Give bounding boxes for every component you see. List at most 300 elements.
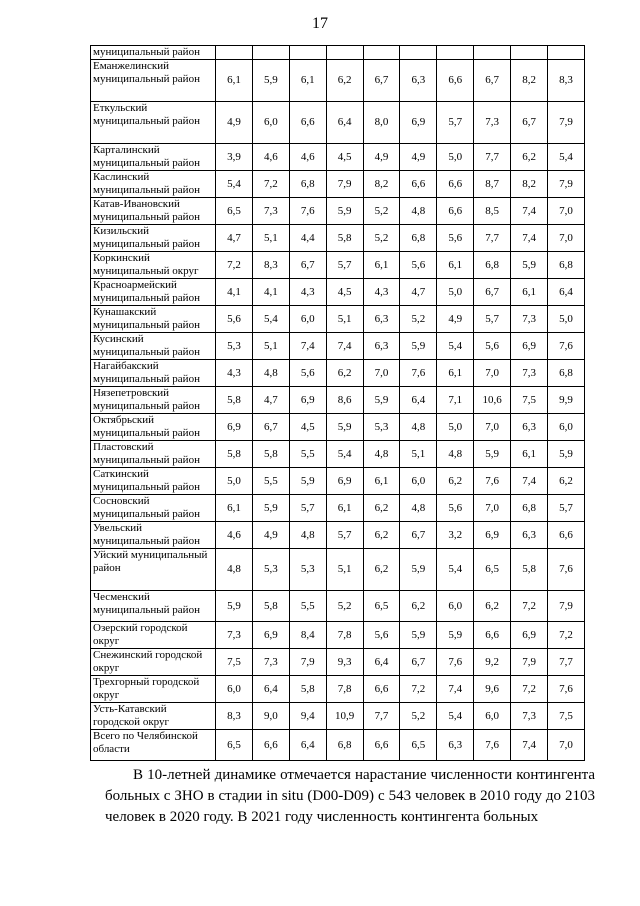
table-cell: 9,4: [289, 703, 326, 730]
table-cell: 6,4: [400, 387, 437, 414]
table-cell: 4,9: [252, 522, 289, 549]
district-name: Красноармейский муниципальный район: [91, 279, 216, 306]
table-cell: 6,7: [474, 60, 511, 102]
table-row: [91, 360, 585, 387]
table-cell: 5,2: [326, 591, 363, 622]
district-name: Карталинский муниципальный район: [91, 144, 216, 171]
table-cell: 5,1: [326, 306, 363, 333]
table-cell: 5,6: [400, 252, 437, 279]
district-name: Еманжелинский муниципальный район: [91, 60, 216, 102]
table-cell: 5,9: [363, 387, 400, 414]
table-cell: 6,5: [216, 198, 253, 225]
table-cell: 5,7: [289, 495, 326, 522]
table-cell: 7,4: [511, 730, 548, 761]
table-cell: 6,0: [548, 414, 585, 441]
district-name: Всего по Челябинской области: [91, 730, 216, 761]
table-cell: 6,3: [511, 414, 548, 441]
table-cell: 6,8: [289, 171, 326, 198]
table-cell: 7,0: [548, 730, 585, 761]
table-cell: 5,1: [252, 333, 289, 360]
district-name: Увельский муниципальный район: [91, 522, 216, 549]
table-cell: 5,8: [216, 387, 253, 414]
table-cell: 6,6: [252, 730, 289, 761]
district-name: Нязепетровский муниципальный район: [91, 387, 216, 414]
table-cell: 8,6: [326, 387, 363, 414]
table-cell: 7,5: [216, 649, 253, 676]
table-cell: 6,0: [289, 306, 326, 333]
table-row: [91, 198, 585, 225]
table-row: [91, 495, 585, 522]
table-cell: [474, 46, 511, 60]
table-cell: 7,4: [289, 333, 326, 360]
table-row: [91, 649, 585, 676]
table-cell: 6,8: [548, 252, 585, 279]
table-cell: 4,6: [289, 144, 326, 171]
table-cell: 5,9: [474, 441, 511, 468]
table-cell: 9,9: [548, 387, 585, 414]
table-cell: 4,3: [363, 279, 400, 306]
table-cell: 7,3: [216, 622, 253, 649]
district-name: Усть-Катавский городской округ: [91, 703, 216, 730]
table-cell: 5,1: [400, 441, 437, 468]
table-cell: 6,1: [326, 495, 363, 522]
table-cell: 6,0: [252, 102, 289, 144]
table-row: [91, 622, 585, 649]
table-cell: 6,7: [511, 102, 548, 144]
table-cell: 5,3: [216, 333, 253, 360]
table-cell: 6,3: [400, 60, 437, 102]
table-cell: 7,8: [326, 622, 363, 649]
table-cell: [216, 46, 253, 60]
table-row: [91, 171, 585, 198]
table-cell: 5,8: [326, 225, 363, 252]
table-cell: 4,3: [216, 360, 253, 387]
table-cell: 6,7: [400, 522, 437, 549]
table-cell: [511, 46, 548, 60]
table-cell: 7,3: [252, 198, 289, 225]
table-row: [91, 46, 585, 60]
table-cell: 4,6: [252, 144, 289, 171]
table-cell: 5,6: [437, 495, 474, 522]
table-cell: 7,5: [511, 387, 548, 414]
table-cell: 5,6: [289, 360, 326, 387]
table-cell: 6,0: [216, 676, 253, 703]
table-cell: 7,2: [511, 676, 548, 703]
table-cell: 7,2: [400, 676, 437, 703]
table-cell: 7,9: [548, 102, 585, 144]
table-cell: [363, 46, 400, 60]
table-row: [91, 306, 585, 333]
table-row: [91, 60, 585, 102]
table-cell: 7,7: [548, 649, 585, 676]
table-cell: 7,6: [474, 730, 511, 761]
table-cell: 9,0: [252, 703, 289, 730]
table-cell: 7,6: [548, 549, 585, 591]
table-cell: 6,0: [400, 468, 437, 495]
table-cell: 6,3: [363, 306, 400, 333]
table-cell: 5,3: [363, 414, 400, 441]
table-cell: 6,7: [474, 279, 511, 306]
table-cell: 6,4: [252, 676, 289, 703]
table-cell: 6,6: [437, 198, 474, 225]
table-cell: 6,1: [216, 495, 253, 522]
table-cell: 6,5: [400, 730, 437, 761]
district-name: Саткинский муниципальный район: [91, 468, 216, 495]
table-row: [91, 225, 585, 252]
table-cell: 7,4: [511, 225, 548, 252]
table-cell: 6,2: [548, 468, 585, 495]
table-cell: 5,5: [289, 591, 326, 622]
table-cell: 7,9: [289, 649, 326, 676]
table-cell: 6,6: [400, 171, 437, 198]
table-cell: 7,2: [548, 622, 585, 649]
table-cell: 8,4: [289, 622, 326, 649]
table-cell: 7,9: [511, 649, 548, 676]
table-cell: 4,9: [363, 144, 400, 171]
table-cell: 6,5: [363, 591, 400, 622]
table-cell: 8,3: [548, 60, 585, 102]
table-cell: 7,6: [437, 649, 474, 676]
table-cell: 5,9: [326, 414, 363, 441]
table-cell: 8,3: [216, 703, 253, 730]
table-cell: 7,9: [548, 591, 585, 622]
table-cell: 9,6: [474, 676, 511, 703]
table-cell: 5,1: [252, 225, 289, 252]
table-cell: [252, 46, 289, 60]
table-cell: 7,8: [326, 676, 363, 703]
table-cell: 7,0: [474, 360, 511, 387]
table-cell: 6,9: [252, 622, 289, 649]
table-cell: 6,5: [216, 730, 253, 761]
table-cell: 7,0: [363, 360, 400, 387]
table-cell: 7,3: [511, 360, 548, 387]
table-cell: 4,8: [252, 360, 289, 387]
table-cell: 6,8: [474, 252, 511, 279]
table-row: [91, 591, 585, 622]
table-cell: 6,0: [437, 591, 474, 622]
district-name: Пластовский муниципальный район: [91, 441, 216, 468]
table-cell: 4,8: [216, 549, 253, 591]
table-cell: 7,9: [326, 171, 363, 198]
table-cell: [289, 46, 326, 60]
table-cell: 7,6: [289, 198, 326, 225]
table-cell: 6,2: [363, 522, 400, 549]
table-cell: 6,8: [400, 225, 437, 252]
table-cell: 5,5: [252, 468, 289, 495]
table-cell: 5,7: [326, 522, 363, 549]
table-cell: 5,6: [363, 622, 400, 649]
table-cell: 5,9: [252, 60, 289, 102]
table-cell: 6,6: [548, 522, 585, 549]
table-row: [91, 522, 585, 549]
table-cell: 5,7: [326, 252, 363, 279]
table-cell: 5,3: [289, 549, 326, 591]
table-cell: 6,6: [363, 730, 400, 761]
table-cell: 5,5: [289, 441, 326, 468]
incidence-table: [90, 45, 585, 761]
table-cell: 6,9: [216, 414, 253, 441]
table-cell: 6,2: [437, 468, 474, 495]
table-cell: 4,9: [216, 102, 253, 144]
table-cell: 7,6: [474, 468, 511, 495]
table-cell: 4,7: [216, 225, 253, 252]
table-row: [91, 144, 585, 171]
table-cell: 6,1: [363, 252, 400, 279]
table-cell: 6,8: [326, 730, 363, 761]
table-cell: 8,2: [511, 60, 548, 102]
table-cell: 5,8: [289, 676, 326, 703]
table-cell: [326, 46, 363, 60]
table-cell: [437, 46, 474, 60]
table-cell: 4,3: [289, 279, 326, 306]
district-name: Кусинский муниципальный район: [91, 333, 216, 360]
district-name: Уйский муниципальный район: [91, 549, 216, 591]
table-cell: 8,2: [511, 171, 548, 198]
table-cell: 4,7: [252, 387, 289, 414]
table-cell: 6,3: [437, 730, 474, 761]
table-cell: 6,1: [216, 60, 253, 102]
table-cell: 4,9: [437, 306, 474, 333]
table-cell: 7,7: [363, 703, 400, 730]
table-cell: 4,8: [400, 198, 437, 225]
table-cell: 6,2: [363, 549, 400, 591]
table-cell: 7,4: [511, 468, 548, 495]
table-row: [91, 441, 585, 468]
table-cell: 6,9: [289, 387, 326, 414]
table-cell: 10,6: [474, 387, 511, 414]
table-cell: 5,6: [474, 333, 511, 360]
table-cell: 7,6: [400, 360, 437, 387]
table-cell: 6,3: [511, 522, 548, 549]
table-cell: 7,2: [511, 591, 548, 622]
district-name: Чесменский муниципальный район: [91, 591, 216, 622]
table-cell: 7,6: [548, 676, 585, 703]
table-row: [91, 252, 585, 279]
table-cell: 7,2: [252, 171, 289, 198]
table-cell: [548, 46, 585, 60]
table-cell: 5,0: [216, 468, 253, 495]
table-cell: 6,8: [548, 360, 585, 387]
table-cell: 5,8: [216, 441, 253, 468]
table-cell: 6,3: [363, 333, 400, 360]
table-row: [91, 549, 585, 591]
table-cell: 7,0: [474, 495, 511, 522]
table-cell: 6,6: [437, 60, 474, 102]
table-cell: 6,4: [289, 730, 326, 761]
table-cell: 6,5: [474, 549, 511, 591]
table-cell: 7,9: [548, 171, 585, 198]
table-cell: 6,9: [511, 333, 548, 360]
table-cell: 6,7: [252, 414, 289, 441]
table-cell: 8,3: [252, 252, 289, 279]
table-cell: 6,7: [400, 649, 437, 676]
table-cell: 4,7: [400, 279, 437, 306]
table-cell: 5,9: [252, 495, 289, 522]
table-cell: 6,9: [511, 622, 548, 649]
table-cell: 4,5: [289, 414, 326, 441]
table-cell: 8,7: [474, 171, 511, 198]
table-cell: 4,6: [216, 522, 253, 549]
table-cell: 4,9: [400, 144, 437, 171]
table-cell: 5,8: [252, 591, 289, 622]
table-cell: 4,4: [289, 225, 326, 252]
table-cell: 6,1: [363, 468, 400, 495]
table-cell: 4,1: [252, 279, 289, 306]
table-row: [91, 703, 585, 730]
table-cell: 6,4: [363, 649, 400, 676]
district-name: муниципальный район: [91, 46, 216, 60]
table-cell: 6,9: [326, 468, 363, 495]
table-cell: 7,7: [474, 225, 511, 252]
table-cell: 6,2: [511, 144, 548, 171]
table-row: [91, 333, 585, 360]
table-cell: 5,1: [326, 549, 363, 591]
table-cell: 3,2: [437, 522, 474, 549]
table-cell: 5,9: [400, 333, 437, 360]
table-cell: 5,2: [363, 198, 400, 225]
table-cell: 5,3: [252, 549, 289, 591]
table-cell: 4,5: [326, 279, 363, 306]
table-row: [91, 279, 585, 306]
table-cell: 4,8: [400, 414, 437, 441]
table-cell: 7,3: [511, 703, 548, 730]
table-cell: 5,0: [437, 144, 474, 171]
table-cell: 6,7: [363, 60, 400, 102]
table-row: [91, 414, 585, 441]
table-cell: 5,4: [252, 306, 289, 333]
table-cell: 10,9: [326, 703, 363, 730]
table-cell: 6,9: [474, 522, 511, 549]
table-cell: 5,4: [437, 549, 474, 591]
table-cell: 4,8: [363, 441, 400, 468]
table-row: [91, 387, 585, 414]
district-name: Октябрьский муниципальный район: [91, 414, 216, 441]
page-number: 17: [312, 15, 328, 32]
table-cell: 5,2: [400, 703, 437, 730]
table-cell: 6,9: [400, 102, 437, 144]
table-cell: 4,5: [326, 144, 363, 171]
table-cell: 5,4: [548, 144, 585, 171]
table-cell: 6,7: [289, 252, 326, 279]
table-cell: 6,6: [363, 676, 400, 703]
table-cell: 6,6: [289, 102, 326, 144]
district-name: Трехгорный городской округ: [91, 676, 216, 703]
table-cell: 5,7: [548, 495, 585, 522]
table-cell: 5,0: [548, 306, 585, 333]
table-cell: 6,0: [474, 703, 511, 730]
table-cell: 4,8: [289, 522, 326, 549]
table-cell: 7,6: [548, 333, 585, 360]
table-cell: 5,7: [437, 102, 474, 144]
table-cell: 5,2: [363, 225, 400, 252]
district-name: Кизильский муниципальный район: [91, 225, 216, 252]
table-cell: 7,7: [474, 144, 511, 171]
table-cell: 5,4: [326, 441, 363, 468]
table-cell: 7,3: [252, 649, 289, 676]
table-cell: 7,3: [511, 306, 548, 333]
table-cell: 5,0: [437, 414, 474, 441]
table-cell: 5,9: [326, 198, 363, 225]
table-cell: 4,8: [400, 495, 437, 522]
table-cell: 6,8: [511, 495, 548, 522]
district-name: Коркинский муниципальный округ: [91, 252, 216, 279]
table-cell: 7,0: [474, 414, 511, 441]
table-cell: 9,2: [474, 649, 511, 676]
table-cell: 7,4: [511, 198, 548, 225]
table-cell: 5,6: [216, 306, 253, 333]
table-cell: 4,1: [216, 279, 253, 306]
table-cell: 5,0: [437, 279, 474, 306]
district-name: Катав-Ивановский муниципальный район: [91, 198, 216, 225]
table-row: [91, 468, 585, 495]
body-paragraph: В 10-летней динамике отмечается нарастание численности контингента больных с ЗНО в стадии in situ (D00-D09) с 543 человек в 2010 году до 2103 человек в 2020 году. В 2021 году численность контингента больных: [105, 767, 595, 825]
table-cell: [400, 46, 437, 60]
table-cell: 8,0: [363, 102, 400, 144]
table-cell: 6,1: [511, 279, 548, 306]
table-cell: 7,0: [548, 225, 585, 252]
table-cell: 5,2: [400, 306, 437, 333]
table-cell: 5,9: [400, 622, 437, 649]
table-cell: 5,9: [289, 468, 326, 495]
table-cell: 6,1: [289, 60, 326, 102]
table-cell: 6,2: [363, 495, 400, 522]
table-cell: 6,1: [437, 360, 474, 387]
table-cell: 7,3: [474, 102, 511, 144]
table-cell: 5,9: [437, 622, 474, 649]
table-row: [91, 102, 585, 144]
district-name: Каслинский муниципальный район: [91, 171, 216, 198]
table-cell: 6,2: [326, 60, 363, 102]
table-cell: 5,6: [437, 225, 474, 252]
table-cell: 3,9: [216, 144, 253, 171]
table-cell: 5,9: [216, 591, 253, 622]
table-cell: 5,4: [437, 333, 474, 360]
district-name: Озерский городской округ: [91, 622, 216, 649]
table-cell: 5,8: [252, 441, 289, 468]
table-cell: 7,2: [216, 252, 253, 279]
district-name: Кунашакский муниципальный район: [91, 306, 216, 333]
table-cell: 7,4: [326, 333, 363, 360]
district-name: Еткульский муниципальный район: [91, 102, 216, 144]
table-cell: 6,1: [437, 252, 474, 279]
table-cell: 5,7: [474, 306, 511, 333]
table-cell: 5,4: [437, 703, 474, 730]
table-cell: 6,6: [474, 622, 511, 649]
table-cell: 6,2: [326, 360, 363, 387]
district-name: Нагайбакский муниципальный район: [91, 360, 216, 387]
district-name: Снежинский городской округ: [91, 649, 216, 676]
table-cell: 6,6: [437, 171, 474, 198]
table-row: [91, 676, 585, 703]
table-row: [91, 730, 585, 761]
district-name: Сосновский муниципальный район: [91, 495, 216, 522]
table-cell: 6,2: [400, 591, 437, 622]
table-cell: 5,8: [511, 549, 548, 591]
table-cell: 6,2: [474, 591, 511, 622]
table-cell: 5,9: [511, 252, 548, 279]
table-cell: 5,4: [216, 171, 253, 198]
table-cell: 7,4: [437, 676, 474, 703]
table-cell: 6,4: [548, 279, 585, 306]
table-cell: 6,4: [326, 102, 363, 144]
table-cell: 7,1: [437, 387, 474, 414]
table-cell: 7,5: [548, 703, 585, 730]
table-cell: 5,9: [548, 441, 585, 468]
table-cell: 9,3: [326, 649, 363, 676]
table-cell: 7,0: [548, 198, 585, 225]
table-cell: 8,2: [363, 171, 400, 198]
table-cell: 8,5: [474, 198, 511, 225]
